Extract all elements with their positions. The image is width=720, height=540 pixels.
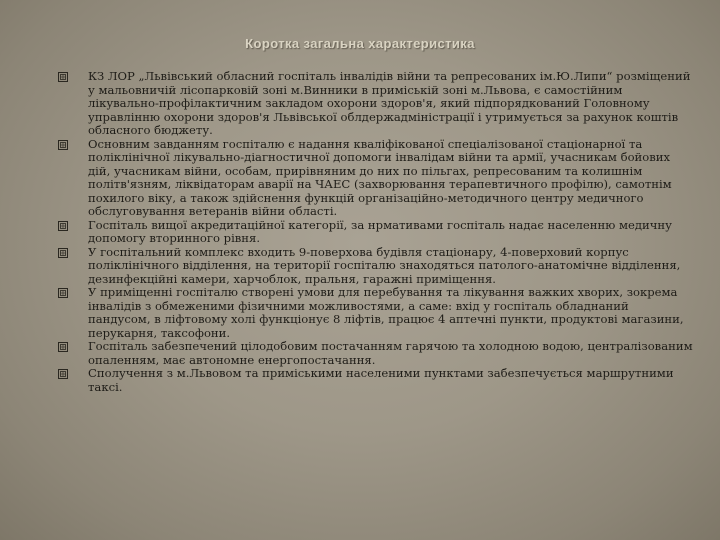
square-bullet-icon — [58, 248, 68, 258]
list-item — [58, 138, 694, 219]
slide-title: Коротка загальна характеристика — [245, 36, 475, 51]
square-bullet-icon — [58, 342, 68, 352]
list-item — [58, 340, 694, 367]
list-item-text: Госпіталь забезпечений цілодобовим постачанням гарячою та холодною водою, централізованим опаленням, має автономне енергопостачання. — [88, 339, 693, 367]
list-item — [58, 219, 694, 246]
list-item-text: У госпітальний комплекс входить 9-поверхова будівля стаціонару, 4-поверховий корпус поліклінічного відділення, на території госпіталю знаходяться патолого-анатомічне відділення, дезинфекційні камери, харчоблок, пральня, гаражні приміщення. — [88, 244, 681, 286]
list-item — [58, 367, 694, 394]
list-item-text: У приміщенні госпіталю створені умови для перебування та лікування важких хворих, зокрема інвалідів з обмеженими фізичними можливостями, а саме: вхід у госпіталь обладнаний пандусом, в ліфтовому холі функціонує 8 ліфтів, працює 4 аптечні пункти, продуктові магазини, перукарня, таксофони. — [88, 285, 684, 340]
list-item — [58, 246, 694, 287]
square-bullet-icon — [58, 288, 68, 298]
list-item — [58, 286, 694, 340]
list-item — [58, 70, 694, 138]
list-item-text: Госпіталь вищої акредитаційної категорії, за нрмативами госпіталь надає населенню медичну допомогу вторинного рівня. — [88, 217, 672, 245]
square-bullet-icon — [58, 369, 68, 379]
square-bullet-icon — [58, 221, 68, 231]
bullet-list — [58, 70, 694, 394]
list-item-text: Основним завданням госпіталю є надання кваліфікованої спеціалізованої стаціонарної та поліклінічної лікувально-діагностичної допомоги інвалідам війни та армії, учасникам бойових дій, учасникам війни, особам, прирівняним до них по пільгах, репресованим та колишнім політв'язням, ліквідаторам аварії на ЧАЕС (захворювання терапевтичного профілю), самотнім похилого віку, а також здійснення функцій організаційно-методичного центру медичного обслуговування ветеранів війни області. — [88, 136, 672, 218]
list-item-text: Сполучення з м.Львовом та приміськими населеними пунктами забезпечується маршрутними таксі. — [88, 366, 674, 394]
list-item-text: КЗ ЛОР „Львівський обласний госпіталь інвалідів війни та репресованих ім.Ю.Липи“ розміщений у мальовничій лісопарковій зоні м.Винники в приміській зоні м.Львова, є самостійним лікувально-профілактичним закладом охорони здоров'я, який підпорядкований Головному управлінню охорони здоров'я Львівської облдержадміністрації і утримується за рахунок коштів обласного бюджету. — [88, 69, 691, 137]
square-bullet-icon — [58, 72, 68, 82]
square-bullet-icon — [58, 140, 68, 150]
